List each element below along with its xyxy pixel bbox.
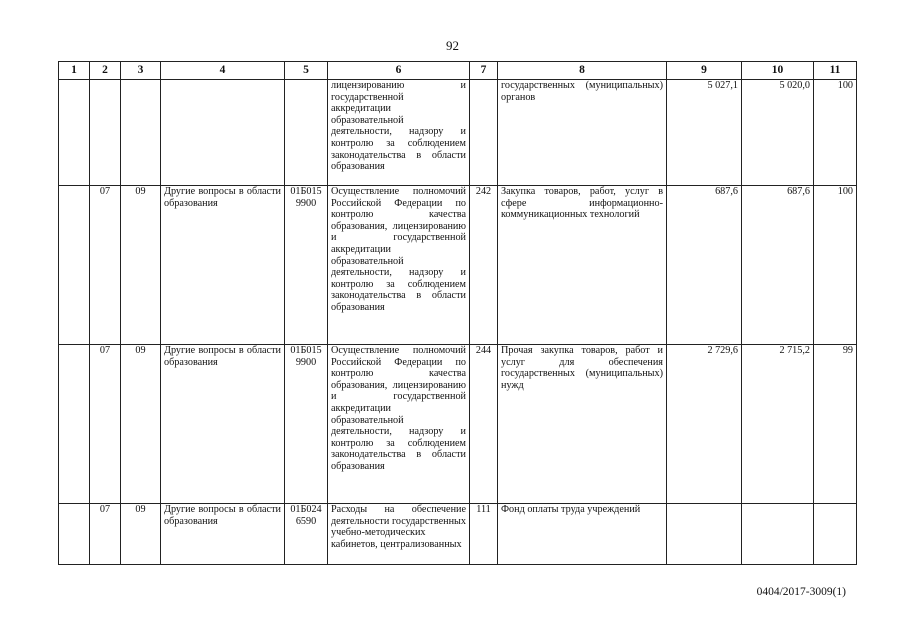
cell-expense-type: 242 [470,186,498,345]
table-row [59,186,857,345]
cell-percent: 100 [814,186,857,345]
cell-section-name: Другие вопросы в области образования [161,186,285,345]
page-number: 92 [446,38,459,53]
cell-target-code: 01Б015 9900 [285,345,328,504]
cell-target-name: Осуществление полномочий Российской Федерации по контролю качества образования, лицензированию и государственной аккредитации образовательной деятельности, надзору и контролю за соблюдением законодательства в области образования [328,186,470,345]
cell-expense-name: государственных (муниципальных) органов [498,80,667,186]
cell-expense-type: 244 [470,345,498,504]
col-header: 5 [285,62,328,80]
cell-target-code [285,80,328,186]
cell-percent: 100 [814,80,857,186]
cell-target-name: лицензированию и государственной аккредитации образовательной деятельности, надзору и контролю за соблюдением законодательства в области образования [328,80,470,186]
cell-expense-name: Прочая закупка товаров, работ и услуг для обеспечения государственных (муниципальных) нужд [498,345,667,504]
cell-expense-name: Фонд оплаты труда учреждений [498,504,667,565]
cell-section: 07 [90,186,121,345]
cell-subsection: 09 [121,504,161,565]
col-header: 7 [470,62,498,80]
budget-table [58,61,857,565]
cell-actual: 2 715,2 [742,345,814,504]
table-row [59,80,857,186]
header-row [59,62,857,80]
col-header: 4 [161,62,285,80]
cell-target-code: 01Б024 6590 [285,504,328,565]
cell-col1 [59,345,90,504]
cell-actual: 5 020,0 [742,80,814,186]
col-header: 6 [328,62,470,80]
cell-target-name: Расходы на обеспечение деятельности государственных учебно-методических кабинетов, централизованных [328,504,470,565]
cell-section: 07 [90,504,121,565]
cell-col1 [59,80,90,186]
table-row [59,504,857,565]
cell-subsection [121,80,161,186]
cell-section-name: Другие вопросы в области образования [161,504,285,565]
col-header: 1 [59,62,90,80]
col-header: 3 [121,62,161,80]
cell-subsection: 09 [121,186,161,345]
cell-target-name: Осуществление полномочий Российской Федерации по контролю качества образования, лицензированию и государственной аккредитации образовательной деятельности, надзору и контролю за соблюдением законодательства в области образования [328,345,470,504]
cell-section: 07 [90,345,121,504]
cell-col1 [59,186,90,345]
cell-planned: 2 729,6 [667,345,742,504]
cell-planned: 5 027,1 [667,80,742,186]
col-header: 11 [814,62,857,80]
cell-col1 [59,504,90,565]
cell-actual [742,504,814,565]
cell-expense-type: 111 [470,504,498,565]
cell-section-name: Другие вопросы в области образования [161,345,285,504]
document-code: 0404/2017-3009(1) [756,586,846,598]
cell-section [90,80,121,186]
cell-percent [814,504,857,565]
cell-percent: 99 [814,345,857,504]
cell-actual: 687,6 [742,186,814,345]
col-header: 8 [498,62,667,80]
table-row [59,345,857,504]
cell-planned: 687,6 [667,186,742,345]
cell-target-code: 01Б015 9900 [285,186,328,345]
col-header: 2 [90,62,121,80]
cell-section-name [161,80,285,186]
col-header: 10 [742,62,814,80]
cell-expense-name: Закупка товаров, работ, услуг в сфере информационно-коммуникационных технологий [498,186,667,345]
cell-planned [667,504,742,565]
cell-expense-type [470,80,498,186]
col-header: 9 [667,62,742,80]
cell-subsection: 09 [121,345,161,504]
